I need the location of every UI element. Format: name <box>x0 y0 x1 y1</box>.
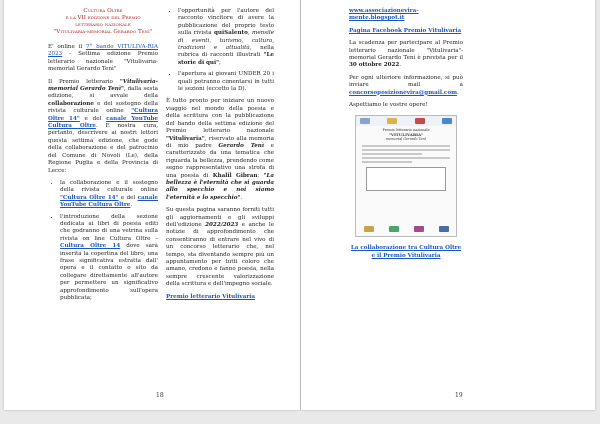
paragraph <box>349 245 463 260</box>
text: È tutto pronto per iniziare un nuovo viaggio nel mondo della poesia e della scrittura con la pubblicazione del bando della settima edizione del Premio letterario nazionale <box>166 98 274 135</box>
column-1 <box>48 8 158 307</box>
logo-icon <box>414 226 424 232</box>
paragraph <box>166 98 274 202</box>
email-link[interactable]: concorsoposizionevira@gmail.com <box>349 89 457 96</box>
poster-text <box>356 126 456 143</box>
list-item <box>178 8 274 67</box>
logo-icon <box>364 226 374 232</box>
poster-line <box>362 149 450 151</box>
paragraph <box>48 79 158 175</box>
youtube-link[interactable]: canale YouTube Cultura Oltre <box>60 194 159 209</box>
cultura-oltre-link[interactable]: "Cultura Oltre 14" <box>60 194 119 201</box>
text: , nella rubrica di racconti illustrati <box>178 45 274 59</box>
list-item: • l'apertura ai giovani UNDER 20 i quali potranno cimentarsi in tutti le sezioni (eccetto la D). <box>178 71 274 93</box>
text: e caratterizzato da una tematica che riguarda la bellezza, prendendo come segno rappresentativo una strofa di una poesia di <box>166 142 274 179</box>
paragraph <box>48 44 158 74</box>
poster-line <box>362 153 422 155</box>
text: : <box>257 172 264 179</box>
text: l'introduzione della sezione dedicata ai libri di poesia editi che godranno di una vetrina sulla rivista on line Cultura Oltre – <box>60 213 158 242</box>
text: E' online il <box>48 44 86 50</box>
paragraph <box>166 207 274 288</box>
text: e del <box>118 194 138 201</box>
text: l'opportunità per l'autore del racconto vincitore di avere la pubblicazione del proprio testo sulla rivista <box>178 8 274 37</box>
facebook-link[interactable]: Pagina Facebook Premio Vitulivaria <box>349 27 462 34</box>
text: "Le storie di qui" <box>178 52 274 66</box>
text: e del <box>79 115 107 122</box>
poster-line <box>362 157 450 159</box>
text: Su questa pagina saranno forniti tutti gli aggiornamenti e gli sviluppi dell'edizione <box>166 207 274 228</box>
text: . E nostra cura, pertanto, descrivere ai nostri lettori questa settima edizione, che gode della collaborazione e del patrocinio del Comune di Novoli (Le), della Regione Puglia e della Provincia di Lecce: <box>48 123 158 174</box>
vitulivaria-link[interactable]: Premio letterario Vitulivaria <box>166 293 256 300</box>
paragraph <box>166 294 274 301</box>
header-line: letterario nazionale <box>75 22 131 28</box>
paragraph: Aspettiamo le vostre opere! <box>349 102 428 109</box>
logo-icon <box>415 118 425 124</box>
header-line: "Vitulivaria-memorial Gerardo Tenì" <box>53 29 153 35</box>
text: Khalil Gibran <box>212 172 258 179</box>
text: . <box>457 89 459 96</box>
text: Il Premio letterario <box>48 78 120 85</box>
poster-title: Premio letterario nazionale <box>382 128 430 133</box>
logo-icon <box>442 118 452 124</box>
text: 30 ottobre 2022 <box>349 62 400 69</box>
poster-line <box>362 161 412 163</box>
text: "Vitulivaria" <box>166 135 205 142</box>
youtube-link[interactable]: canale YouTube Cultura Oltre <box>48 115 159 130</box>
logo-icon <box>439 226 449 232</box>
logo-icon <box>387 118 397 124</box>
text: "La bellezza è l'eternità che si guarda allo specchio e noi siamo l'eternità e lo specchio" <box>166 172 275 201</box>
list-item <box>60 180 158 210</box>
bando-link[interactable]: 7° bando VITULIVA-RIA 2023 <box>48 44 158 58</box>
text: e anche le notizie di approfondimento che consentiranno di entrare nel vivo di un concorso letterario che, nel tempo, sta diventando sempre più un appuntamento per tutti coloro che amano, credono e fanno poesia, nella sempre crescente valorizzazione della scrittura e dell'impegno sociale. <box>166 221 275 288</box>
text: , <box>247 30 253 37</box>
cultura-oltre-link[interactable]: Cultura Oltre 14 <box>60 243 121 250</box>
text: quiSalento <box>214 30 248 37</box>
text: . <box>399 62 402 69</box>
collaboration-link[interactable]: La collaborazione tra Cultura Oltre e il Premio Vitulivaria <box>350 245 462 259</box>
cultura-oltre-link[interactable]: "Cultura Oltre 14" <box>48 108 158 122</box>
benefits-list-cont <box>166 8 274 93</box>
text: la collaborazione e il sostegno della rivista culturale online <box>60 179 158 194</box>
page-number: 19 <box>455 392 463 399</box>
paragraph <box>349 8 463 23</box>
header-line: Cultura Oltre <box>83 8 123 14</box>
list-item <box>60 214 158 303</box>
text: Gerardo Tenì <box>218 142 264 149</box>
text: , riservato alla memoria di mio padre <box>166 135 274 149</box>
poster-name: "VITULIVARIA" <box>388 131 424 137</box>
page-right <box>301 0 595 410</box>
poster-subtitle: memorial Gerardo Tenì <box>386 136 426 141</box>
text: . <box>240 194 243 201</box>
poster-logos <box>356 116 456 126</box>
poster-box <box>366 167 446 191</box>
paragraph <box>349 75 463 97</box>
column-3 <box>349 8 463 265</box>
text: Per ogni ulteriore informazione, si può inviare mail a <box>349 74 463 89</box>
poster-footer-logos <box>356 226 456 232</box>
paragraph <box>349 28 463 35</box>
text: ; <box>219 59 221 66</box>
text: 2022/2023 <box>205 221 239 228</box>
text: "Vitulivaria-memorial Gerardo Tenì" <box>48 78 158 93</box>
benefits-list <box>48 180 158 303</box>
column-2 <box>166 8 274 306</box>
page-number: 18 <box>156 392 164 399</box>
text: , dalla sesta edizione, si avvale della <box>48 86 158 100</box>
logo-icon <box>360 118 370 124</box>
text: dove sarà inserita la copertina del libro, una frase significativa estratta dall' opera e il contatto o sito da collegare direttamente all'autore per permettere un significativo approfondimento sull'opera pubblicata; <box>60 243 158 301</box>
logo-icon <box>389 226 399 232</box>
poster-line <box>362 145 450 147</box>
text: - Settima edizione Premio letterario nazionale "Vitulivaria- memorial Gerardo Tenì" <box>48 51 158 73</box>
text: mensile di eventi, turismo, cultura, tradizioni e attualità <box>178 30 274 52</box>
poster-image <box>355 115 457 237</box>
text: e del sostegno della rivista culturale online <box>48 100 158 115</box>
text: . <box>130 202 133 209</box>
header-line: e la VII edizione del Premio <box>65 15 141 21</box>
paragraph <box>349 40 463 70</box>
blog-link[interactable]: www.associazionevira-mente.blogspot.it <box>349 8 419 22</box>
page-left <box>4 0 300 410</box>
text: La scadenza per partecipare al Premio letterario nazionale "Vitulivaria"- memorial Gerardo Tenì è prevista per il <box>349 40 463 62</box>
article-header <box>48 8 158 36</box>
text: collaborazione <box>48 100 94 107</box>
